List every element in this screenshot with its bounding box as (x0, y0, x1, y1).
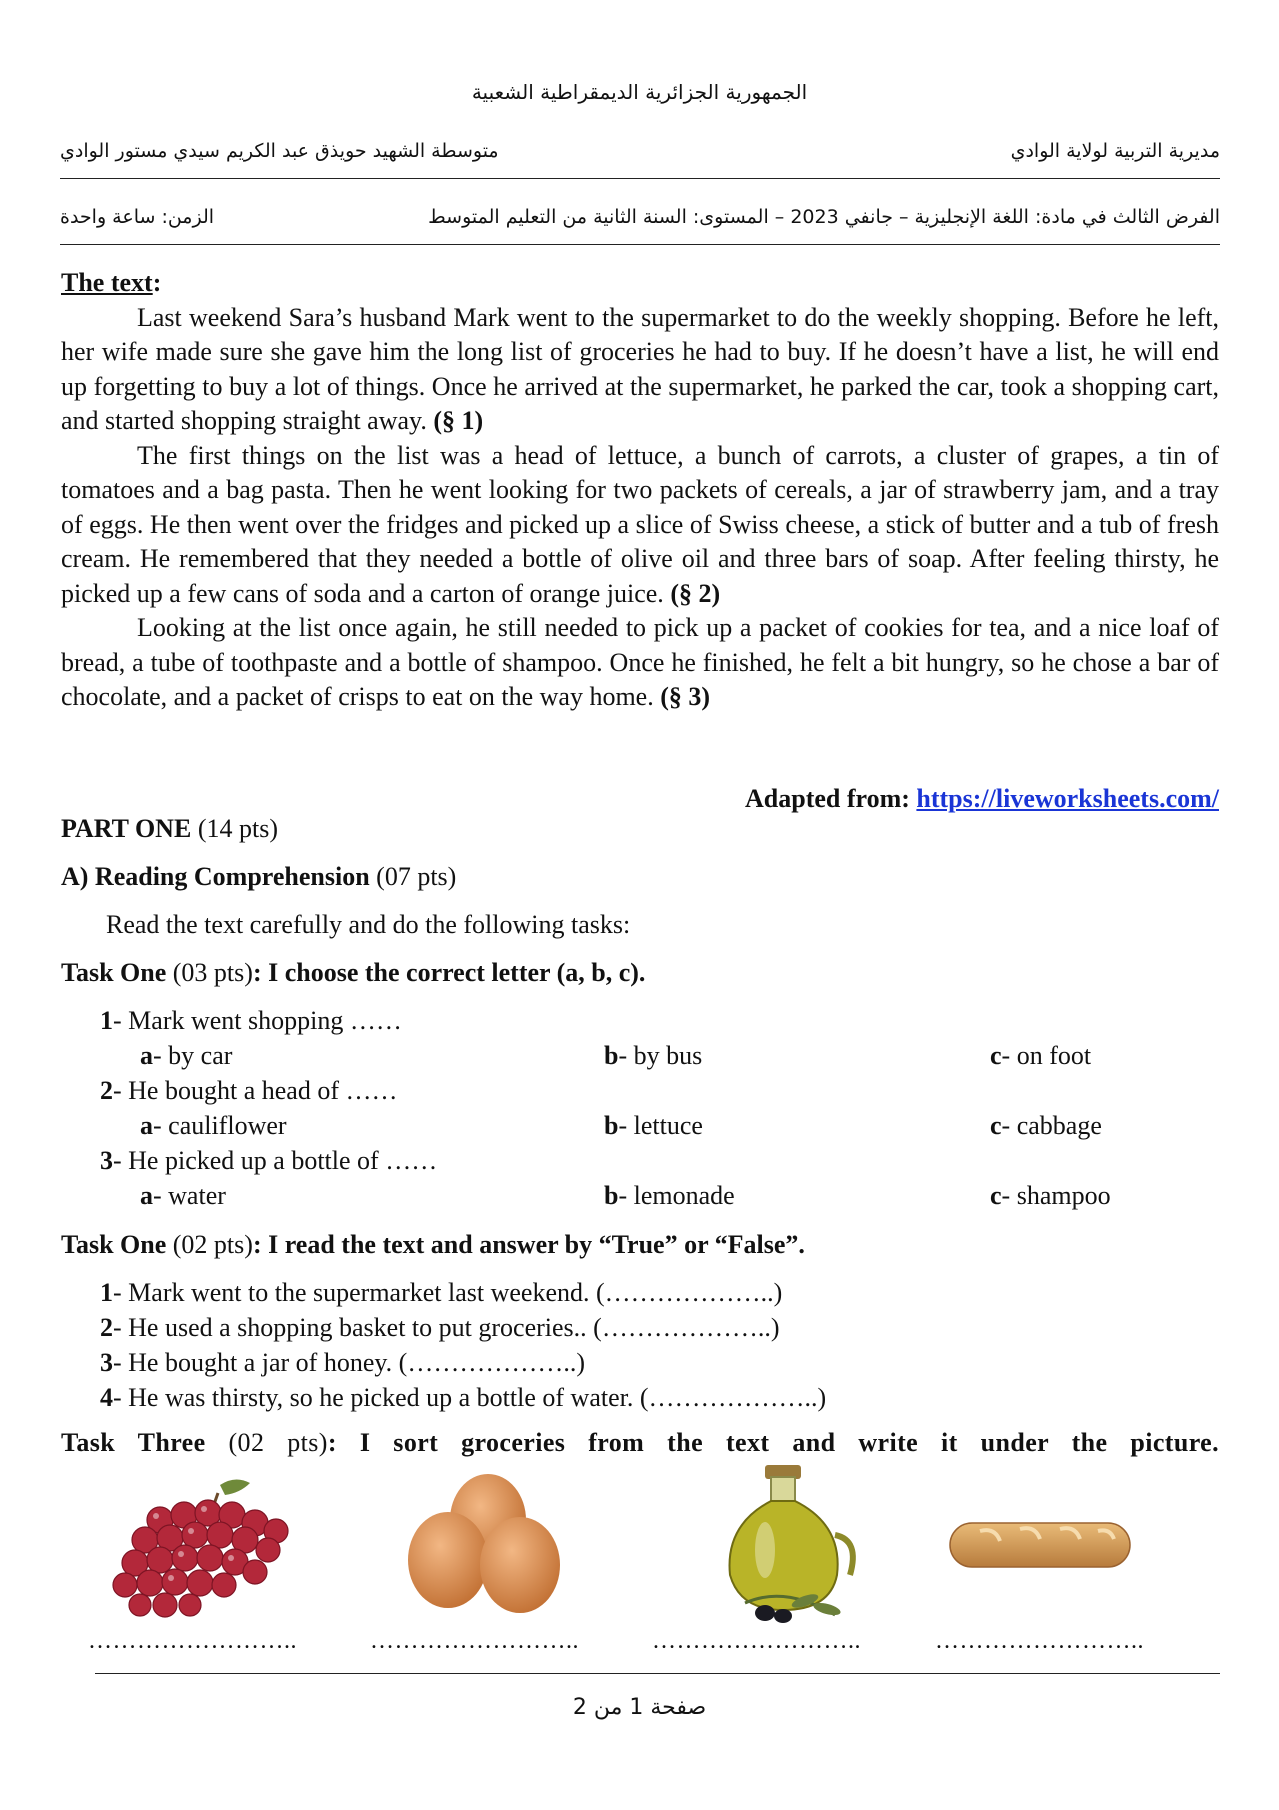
task-one-heading: Task One (03 pts): I choose the correct letter (a, b, c). (61, 958, 646, 987)
true-false-item[interactable]: 1- Mark went to the supermarket last weekend. (………………..) (100, 1278, 783, 1307)
mcq-option-c[interactable]: c- cabbage (990, 1111, 1102, 1140)
paragraph-1: Last weekend Sara’s husband Mark went to the supermarket to do the weekly shopping. Before he left, her wife made sure she gave him the long list of groceries he had to buy. If he doesn’t have a list, he will end up forgetting to buy a lot of things. Once he arrived at the supermarket, he parked the car, took a shopping cart, and started shopping straight away. (§ 1) (61, 302, 1219, 435)
part-one-heading: PART ONE (14 pts) (61, 814, 278, 843)
exam-label: الفرض الثالث في مادة: اللغة الإنجليزية – جانفي 2023 – المستوى: السنة الثانية من التعليم المتوسط (428, 206, 1220, 228)
header-row-2 (60, 206, 1220, 238)
mcq-option-b[interactable]: b- by bus (604, 1041, 703, 1070)
mcq-question: 1- Mark went shopping …… (100, 1006, 402, 1035)
olive-oil-picture (685, 1465, 885, 1625)
answer-blank-bread[interactable]: …………………….. (935, 1628, 1144, 1654)
reading-instruction: Read the text carefully and do the following tasks: (106, 910, 631, 939)
source-link[interactable]: https://liveworksheets.com/ (916, 784, 1219, 813)
mcq-option-a[interactable]: a- by car (140, 1041, 233, 1070)
mcq-question: 2- He bought a head of …… (100, 1076, 398, 1105)
answer-blank-grapes[interactable]: …………………….. (88, 1628, 297, 1654)
mcq-option-c[interactable]: c- shampoo (990, 1181, 1111, 1210)
paragraph-3: Looking at the list once again, he still needed to pick up a packet of cookies for tea, and a nice loaf of bread, a tube of toothpaste and a bottle of shampoo. Once he finished, he felt a bit hungry, so he chose a bar of chocolate, and a packet of crisps to eat on the way home. (§ 3) (61, 613, 1219, 711)
footer-divider (95, 1673, 1220, 1674)
mcq-option-b[interactable]: b- lemonade (604, 1181, 735, 1210)
true-false-item[interactable]: 2- He used a shopping basket to put groceries.. (………………..) (100, 1313, 780, 1342)
mcq-option-a[interactable]: a- water (140, 1181, 226, 1210)
republic-title: الجمهورية الجزائرية الديمقراطية الشعبية (471, 80, 808, 104)
task-two-heading: Task One (02 pts): I read the text and answer by “True” or “False”. (61, 1230, 805, 1259)
mcq-question: 3- He picked up a bottle of …… (100, 1146, 438, 1175)
mcq-option-b[interactable]: b- lettuce (604, 1111, 703, 1140)
text-heading: The text: (61, 268, 162, 297)
mcq-option-c[interactable]: c- on foot (990, 1041, 1092, 1070)
eggs-picture (380, 1465, 580, 1625)
paragraph-2: The first things on the list was a head of lettuce, a bunch of carrots, a cluster of grapes, a tin of tomatoes and a bag pasta. Then he went looking for two packets of cereals, a jar of strawberry jam, and a tray of eggs. He then went over the fridges and picked up a slice of Swiss cheese, a stick of butter and a tub of fresh cream. He remembered that they needed a bottle of olive oil and three bars of soap. After feeling thirsty, he picked up a few cans of soda and a carton of orange juice. (§ 2) (61, 440, 1219, 608)
paragraph-ref: (§ 1) (433, 406, 484, 435)
header-divider-1 (60, 178, 1220, 179)
header-row-1 (60, 140, 1220, 172)
school-label: متوسطة الشهيد حويذق عبد الكريم سيدي مستور الوادي (60, 140, 499, 162)
answer-blank-oil[interactable]: …………………….. (652, 1628, 861, 1654)
task-three-heading: Task Three (02 pts): I sort groceries from the text and write it under the picture. (61, 1428, 1220, 1457)
source-credit: Adapted from: https://liveworksheets.com/ (745, 784, 1219, 813)
true-false-item[interactable]: 4- He was thirsty, so he picked up a bottle of water. (………………..) (100, 1383, 827, 1412)
paragraph-ref: (§ 2) (670, 578, 721, 608)
section-a-heading: A) Reading Comprehension (07 pts) (61, 862, 457, 891)
paragraph-ref: (§ 3) (660, 682, 711, 711)
reading-text (61, 266, 1219, 715)
header-divider-2 (60, 244, 1220, 245)
true-false-item[interactable]: 3- He bought a jar of honey. (………………..) (100, 1348, 585, 1377)
page-number: صفحة 1 من 2 (572, 1695, 707, 1720)
grapes-picture (100, 1465, 300, 1625)
directorate-label: مديرية التربية لولاية الوادي (1010, 140, 1220, 162)
bread-picture (940, 1465, 1140, 1625)
mcq-option-a[interactable]: a- cauliflower (140, 1111, 287, 1140)
answer-blank-eggs[interactable]: …………………….. (370, 1628, 579, 1654)
time-label: الزمن: ساعة واحدة (60, 206, 215, 228)
